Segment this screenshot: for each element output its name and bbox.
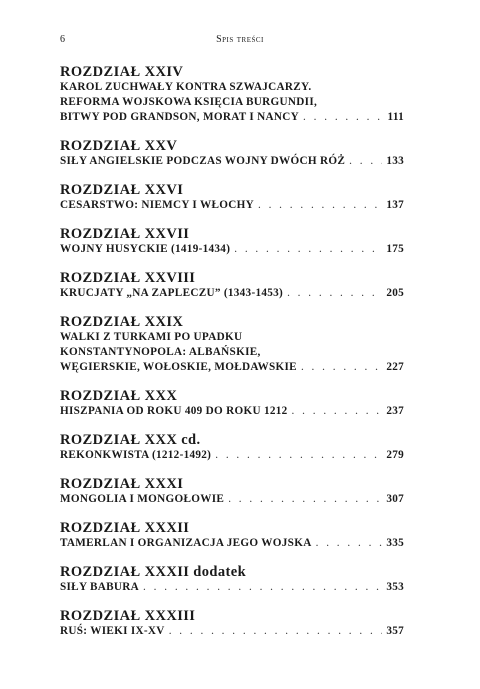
page-ref[interactable]: 237 bbox=[386, 405, 404, 417]
dot-leader bbox=[349, 154, 382, 169]
chapter-title-line bbox=[60, 286, 404, 301]
chapter-title-text: KAROL ZUCHWAŁY KONTRA SZWAJCARZY. bbox=[60, 81, 312, 93]
toc-entry bbox=[60, 432, 404, 463]
toc-entry bbox=[60, 270, 404, 301]
dot-leader bbox=[215, 448, 382, 463]
chapter-title-text: MONGOLIA I MONGOŁOWIE bbox=[60, 493, 225, 505]
page-ref[interactable]: 111 bbox=[387, 111, 404, 123]
dot-leader bbox=[228, 492, 382, 507]
chapter-title-line bbox=[60, 154, 404, 169]
toc-entry bbox=[60, 520, 404, 551]
page-ref[interactable]: 335 bbox=[386, 537, 404, 549]
toc-entry bbox=[60, 314, 404, 375]
chapter-heading: ROZDZIAŁ XXXII dodatek bbox=[60, 564, 247, 580]
chapter-title-line bbox=[60, 242, 404, 257]
chapter-title-line bbox=[60, 80, 404, 95]
running-title: Spis treści bbox=[216, 34, 264, 45]
chapter-title-text: WALKI Z TURKAMI PO UPADKU bbox=[60, 331, 243, 343]
chapter-title-line bbox=[60, 492, 404, 507]
chapter-title-text: SIŁY ANGIELSKIE PODCZAS WOJNY DWÓCH RÓŻ bbox=[60, 155, 346, 167]
chapter-title-text: REFORMA WOJSKOWA KSIĘCIA BURGUNDII, bbox=[60, 96, 318, 108]
page-number: 6 bbox=[60, 34, 66, 45]
chapter-title-line bbox=[60, 624, 404, 639]
chapter-title-line bbox=[60, 198, 404, 213]
chapter-heading: ROZDZIAŁ XXX cd. bbox=[60, 432, 201, 448]
chapter-title-line bbox=[60, 95, 404, 110]
dot-leader bbox=[303, 110, 384, 125]
chapter-title-text: SIŁY BABURA bbox=[60, 581, 140, 593]
chapter-title-line bbox=[60, 345, 404, 360]
toc-entry bbox=[60, 226, 404, 257]
chapter-heading: ROZDZIAŁ XXVIII bbox=[60, 270, 196, 286]
page-ref[interactable]: 307 bbox=[386, 493, 404, 505]
page-ref[interactable]: 279 bbox=[386, 449, 404, 461]
page-ref[interactable]: 137 bbox=[386, 199, 404, 211]
page-ref[interactable]: 175 bbox=[386, 243, 404, 255]
chapter-title-text: KRUCJATY „NA ZAPLECZU” (1343-1453) bbox=[60, 287, 284, 299]
dot-leader bbox=[292, 404, 383, 419]
chapter-title-line bbox=[60, 360, 404, 375]
chapter-title-line bbox=[60, 536, 404, 551]
table-of-contents bbox=[60, 64, 404, 652]
chapter-title-text: WĘGIERSKIE, WOŁOSKIE, MOŁDAWSKIE bbox=[60, 361, 297, 373]
toc-entry bbox=[60, 608, 404, 639]
dot-leader bbox=[258, 198, 382, 213]
chapter-heading: ROZDZIAŁ XXX bbox=[60, 388, 178, 404]
chapter-title-line bbox=[60, 404, 404, 419]
toc-entry bbox=[60, 182, 404, 213]
dot-leader bbox=[316, 536, 383, 551]
page-ref[interactable]: 353 bbox=[386, 581, 404, 593]
chapter-title-text: HISZPANIA OD ROKU 409 DO ROKU 1212 bbox=[60, 405, 288, 417]
toc-entry bbox=[60, 476, 404, 507]
chapter-heading: ROZDZIAŁ XXIV bbox=[60, 64, 184, 80]
chapter-heading: ROZDZIAŁ XXV bbox=[60, 138, 178, 154]
toc-entry bbox=[60, 64, 404, 125]
page-ref[interactable]: 227 bbox=[386, 361, 404, 373]
chapter-title-text: BITWY POD GRANDSON, MORAT I NANCY bbox=[60, 111, 300, 123]
chapter-heading: ROZDZIAŁ XXVII bbox=[60, 226, 190, 242]
chapter-title-line bbox=[60, 580, 404, 595]
chapter-title-text: WOJNY HUSYCKIE (1419-1434) bbox=[60, 243, 231, 255]
page-ref[interactable]: 133 bbox=[386, 155, 404, 167]
chapter-heading: ROZDZIAŁ XXIX bbox=[60, 314, 184, 330]
page-ref[interactable]: 205 bbox=[386, 287, 404, 299]
chapter-heading: ROZDZIAŁ XXXI bbox=[60, 476, 184, 492]
dot-leader bbox=[143, 580, 382, 595]
chapter-title-text: RUŚ: WIEKI IX-XV bbox=[60, 625, 165, 637]
toc-entry bbox=[60, 564, 404, 595]
chapter-heading: ROZDZIAŁ XXXIII bbox=[60, 608, 196, 624]
dot-leader bbox=[287, 286, 382, 301]
chapter-heading: ROZDZIAŁ XXXII bbox=[60, 520, 190, 536]
toc-entry bbox=[60, 388, 404, 419]
toc-entry bbox=[60, 138, 404, 169]
page-ref[interactable]: 357 bbox=[386, 625, 404, 637]
chapter-title-line bbox=[60, 448, 404, 463]
chapter-title-text: TAMERLAN I ORGANIZACJA JEGO WOJSKA bbox=[60, 537, 312, 549]
dot-leader bbox=[234, 242, 382, 257]
chapter-title-text: REKONKWISTA (1212-1492) bbox=[60, 449, 212, 461]
chapter-title-text: CESARSTWO: NIEMCY I WŁOCHY bbox=[60, 199, 254, 211]
chapter-title-line bbox=[60, 330, 404, 345]
dot-leader bbox=[301, 360, 382, 375]
chapter-heading: ROZDZIAŁ XXVI bbox=[60, 182, 184, 198]
dot-leader bbox=[169, 624, 383, 639]
chapter-title-line bbox=[60, 110, 404, 125]
chapter-title-text: KONSTANTYNOPOLA: ALBAŃSKIE, bbox=[60, 346, 261, 358]
